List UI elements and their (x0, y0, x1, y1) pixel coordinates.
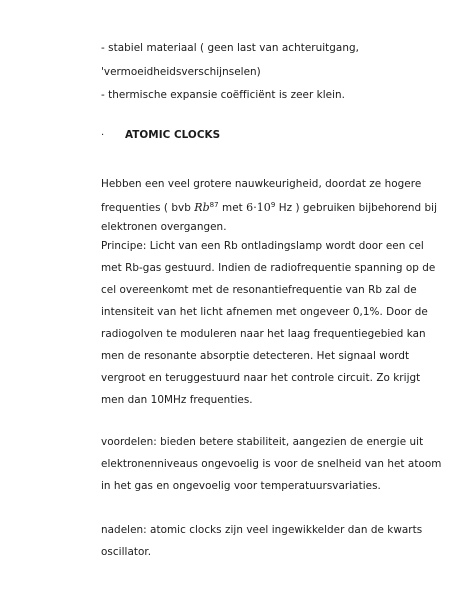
principle-line-4: intensiteit van het licht afnemen met ongeveer 0,1%. Door de (101, 306, 428, 318)
para1-line-2 (101, 201, 437, 215)
advantages-line-3: in het gas en ongevoelig voor temperatuursvariaties. (101, 480, 381, 492)
frequency-coefficient: 6·10 (246, 201, 271, 214)
para1-line-2-suffix: Hz ) gebruiken bijbehorend bij (278, 202, 438, 214)
advantages-line-2: elektronenniveaus ongevoelig is voor de snelheid van het atoom (101, 458, 442, 470)
para1-line-2-prefix: frequenties ( bvb (101, 202, 191, 214)
intro-line-3: - thermische expansie coëfficiënt is zeer klein. (101, 89, 346, 101)
intro-line-2: 'vermoeidheidsverschijnselen) (101, 66, 261, 78)
rubidium-mass: 87 (209, 201, 219, 209)
para1-line-3: elektronen overgangen. (101, 221, 227, 233)
rubidium-symbol: Rb (194, 201, 210, 214)
section-bullet: · (101, 130, 105, 141)
para1-line-1: Hebben een veel grotere nauwkeurigheid, doordat ze hogere (101, 178, 422, 190)
para1-met: met (222, 202, 243, 214)
section-heading: ATOMIC CLOCKS (125, 129, 221, 141)
disadvantages-line-1: nadelen: atomic clocks zijn veel ingewikkelder dan de kwarts (101, 524, 423, 536)
principle-line-5: radiogolven te moduleren naar het laag frequentiegebied kan (101, 328, 426, 340)
principle-line-3: cel overeenkomt met de resonantiefrequentie van Rb zal de (101, 284, 417, 296)
disadvantages-line-2: oscillator. (101, 546, 152, 558)
frequency-exponent: 9 (270, 201, 276, 209)
advantages-line-1: voordelen: bieden betere stabiliteit, aangezien de energie uit (101, 436, 424, 448)
principle-line-7: vergroot en teruggestuurd naar het controle circuit. Zo krijgt (101, 372, 421, 384)
intro-line-1: - stabiel materiaal ( geen last van achteruitgang, (101, 42, 359, 54)
principle-line-2: met Rb-gas gestuurd. Indien de radiofrequentie spanning op de (101, 262, 436, 274)
principle-line-1: Principe: Licht van een Rb ontladingslamp wordt door een cel (101, 240, 424, 252)
principle-line-6: men de resonante absorptie detecteren. Het signaal wordt (101, 350, 410, 362)
principle-line-8: men dan 10MHz frequenties. (101, 394, 253, 406)
